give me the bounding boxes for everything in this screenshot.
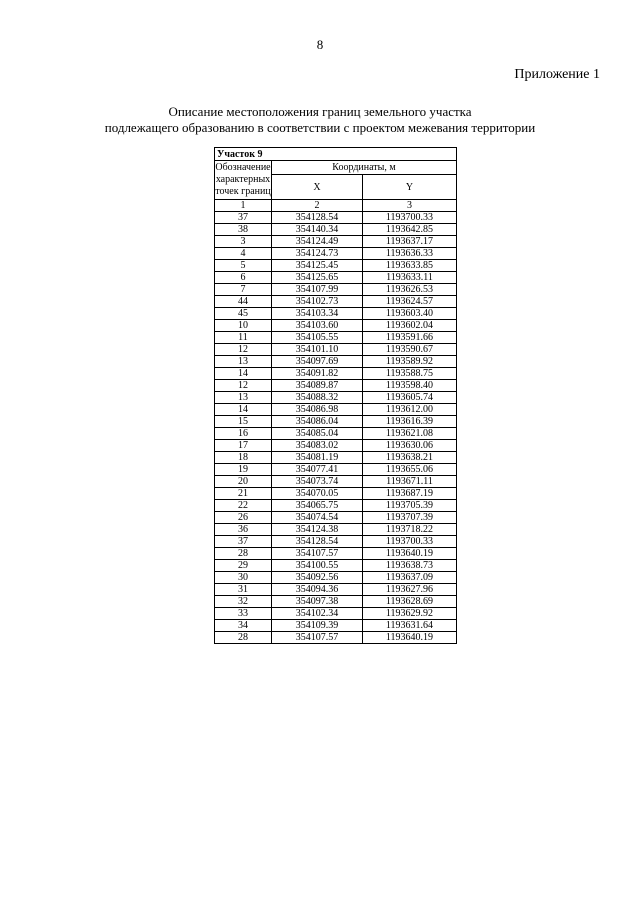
y-coordinate-cell: 1193640.19 (363, 632, 457, 644)
table-row (215, 260, 457, 272)
table-row (215, 512, 457, 524)
x-coordinate-cell: 354070.05 (272, 488, 363, 500)
point-id-cell: 29 (215, 560, 272, 572)
y-coordinate-cell: 1193700.33 (363, 212, 457, 224)
table-row (215, 308, 457, 320)
x-coordinate-cell: 354101.10 (272, 344, 363, 356)
point-id-cell: 4 (215, 248, 272, 260)
x-coordinate-cell: 354086.98 (272, 404, 363, 416)
title-line-1: Описание местоположения границ земельного участка (168, 104, 472, 119)
y-coordinate-cell: 1193616.39 (363, 416, 457, 428)
column-number: 1 (215, 200, 272, 212)
table-row (215, 236, 457, 248)
table-row (215, 380, 457, 392)
y-coordinate-cell: 1193640.19 (363, 548, 457, 560)
table-row (215, 452, 457, 464)
table-row (215, 344, 457, 356)
y-coordinate-cell: 1193628.69 (363, 596, 457, 608)
y-coordinate-cell: 1193638.21 (363, 452, 457, 464)
x-coordinate-cell: 354103.34 (272, 308, 363, 320)
point-id-cell: 44 (215, 296, 272, 308)
table-row (215, 428, 457, 440)
table-row (215, 332, 457, 344)
x-coordinate-cell: 354097.38 (272, 596, 363, 608)
x-coordinate-cell: 354092.56 (272, 572, 363, 584)
point-id-cell: 11 (215, 332, 272, 344)
x-coordinate-cell: 354094.36 (272, 584, 363, 596)
document-title (0, 104, 640, 136)
point-id-cell: 22 (215, 500, 272, 512)
table-row (215, 320, 457, 332)
table-row (215, 368, 457, 380)
point-id-cell: 45 (215, 308, 272, 320)
point-id-cell: 37 (215, 212, 272, 224)
table-row (215, 404, 457, 416)
point-id-cell: 15 (215, 416, 272, 428)
point-id-cell: 28 (215, 632, 272, 644)
table-row (215, 464, 457, 476)
point-id-cell: 13 (215, 392, 272, 404)
table-row (215, 296, 457, 308)
plot-row (215, 148, 457, 161)
x-coordinate-cell: 354083.02 (272, 440, 363, 452)
coordinates-table (214, 147, 457, 644)
y-coordinate-cell: 1193626.53 (363, 284, 457, 296)
x-coordinate-cell: 354081.19 (272, 452, 363, 464)
table-row (215, 248, 457, 260)
point-id-cell: 3 (215, 236, 272, 248)
table-row (215, 416, 457, 428)
y-coordinate-cell: 1193629.92 (363, 608, 457, 620)
y-coordinate-cell: 1193624.57 (363, 296, 457, 308)
y-coordinate-cell: 1193627.96 (363, 584, 457, 596)
point-id-cell: 26 (215, 512, 272, 524)
x-coordinate-cell: 354128.54 (272, 212, 363, 224)
y-coordinate-cell: 1193637.17 (363, 236, 457, 248)
column-number-row (215, 200, 457, 212)
point-id-cell: 5 (215, 260, 272, 272)
column-number: 2 (272, 200, 363, 212)
x-coordinate-cell: 354125.65 (272, 272, 363, 284)
point-id-cell: 18 (215, 452, 272, 464)
point-id-cell: 19 (215, 464, 272, 476)
table-row (215, 500, 457, 512)
y-coordinate-cell: 1193642.85 (363, 224, 457, 236)
x-coordinate-cell: 354097.69 (272, 356, 363, 368)
y-coordinate-cell: 1193588.75 (363, 368, 457, 380)
page-number: 8 (316, 37, 324, 52)
point-id-cell: 30 (215, 572, 272, 584)
y-coordinate-cell: 1193590.67 (363, 344, 457, 356)
x-coordinate-cell: 354109.39 (272, 620, 363, 632)
table-row (215, 560, 457, 572)
x-coordinate-cell: 354125.45 (272, 260, 363, 272)
table-row (215, 632, 457, 644)
header-row-1 (215, 161, 457, 175)
y-coordinate-cell: 1193700.33 (363, 536, 457, 548)
point-id-cell: 31 (215, 584, 272, 596)
x-coordinate-cell: 354124.38 (272, 524, 363, 536)
x-coordinate-cell: 354074.54 (272, 512, 363, 524)
x-coordinate-cell: 354089.87 (272, 380, 363, 392)
table-row (215, 536, 457, 548)
table-row (215, 284, 457, 296)
x-coordinate-cell: 354100.55 (272, 560, 363, 572)
y-coordinate-cell: 1193603.40 (363, 308, 457, 320)
table-row (215, 596, 457, 608)
x-coordinate-cell: 354105.55 (272, 332, 363, 344)
y-coordinate-cell: 1193707.39 (363, 512, 457, 524)
y-coordinate-cell: 1193705.39 (363, 500, 457, 512)
point-id-cell: 16 (215, 428, 272, 440)
y-coordinate-cell: 1193718.22 (363, 524, 457, 536)
table-row (215, 608, 457, 620)
table-row (215, 440, 457, 452)
y-coordinate-cell: 1193589.92 (363, 356, 457, 368)
y-coordinate-cell: 1193638.73 (363, 560, 457, 572)
x-coordinate-cell: 354107.99 (272, 284, 363, 296)
point-id-cell: 14 (215, 368, 272, 380)
x-coordinate-cell: 354103.60 (272, 320, 363, 332)
table-row (215, 572, 457, 584)
x-coordinate-cell: 354088.32 (272, 392, 363, 404)
point-id-cell: 13 (215, 356, 272, 368)
x-coordinate-cell: 354124.73 (272, 248, 363, 260)
column-number: 3 (363, 200, 457, 212)
table-row (215, 224, 457, 236)
y-coordinate-cell: 1193655.06 (363, 464, 457, 476)
x-coordinate-cell: 354102.73 (272, 296, 363, 308)
y-coordinate-cell: 1193631.64 (363, 620, 457, 632)
point-id-cell: 34 (215, 620, 272, 632)
point-id-cell: 12 (215, 344, 272, 356)
point-id-cell: 14 (215, 404, 272, 416)
point-id-cell: 17 (215, 440, 272, 452)
table-row (215, 356, 457, 368)
header-point: Обозначение характерных точек границ (215, 161, 272, 200)
x-coordinate-cell: 354107.57 (272, 548, 363, 560)
x-coordinate-cell: 354077.41 (272, 464, 363, 476)
y-coordinate-cell: 1193605.74 (363, 392, 457, 404)
point-id-cell: 36 (215, 524, 272, 536)
x-coordinate-cell: 354065.75 (272, 500, 363, 512)
point-id-cell: 6 (215, 272, 272, 284)
y-coordinate-cell: 1193637.09 (363, 572, 457, 584)
x-coordinate-cell: 354085.04 (272, 428, 363, 440)
point-id-cell: 20 (215, 476, 272, 488)
header-x: X (272, 175, 363, 200)
point-id-cell: 12 (215, 380, 272, 392)
x-coordinate-cell: 354107.57 (272, 632, 363, 644)
y-coordinate-cell: 1193636.33 (363, 248, 457, 260)
point-id-cell: 33 (215, 608, 272, 620)
point-id-cell: 32 (215, 596, 272, 608)
x-coordinate-cell: 354102.34 (272, 608, 363, 620)
title-line-2: подлежащего образованию в соответствии с проектом межевания территории (104, 120, 536, 135)
y-coordinate-cell: 1193602.04 (363, 320, 457, 332)
header-y: Y (363, 175, 457, 200)
y-coordinate-cell: 1193633.11 (363, 272, 457, 284)
x-coordinate-cell: 354124.49 (272, 236, 363, 248)
table-row (215, 584, 457, 596)
x-coordinate-cell: 354086.04 (272, 416, 363, 428)
x-coordinate-cell: 354140.34 (272, 224, 363, 236)
x-coordinate-cell: 354073.74 (272, 476, 363, 488)
x-coordinate-cell: 354091.82 (272, 368, 363, 380)
y-coordinate-cell: 1193630.06 (363, 440, 457, 452)
point-id-cell: 28 (215, 548, 272, 560)
y-coordinate-cell: 1193671.11 (363, 476, 457, 488)
table-row (215, 272, 457, 284)
point-id-cell: 38 (215, 224, 272, 236)
appendix-label: Приложение 1 (514, 67, 600, 82)
point-id-cell: 7 (215, 284, 272, 296)
table-row (215, 392, 457, 404)
table-row (215, 548, 457, 560)
y-coordinate-cell: 1193621.08 (363, 428, 457, 440)
y-coordinate-cell: 1193612.00 (363, 404, 457, 416)
table-row (215, 620, 457, 632)
point-id-cell: 21 (215, 488, 272, 500)
y-coordinate-cell: 1193687.19 (363, 488, 457, 500)
plot-label: Участок 9 (215, 148, 457, 161)
y-coordinate-cell: 1193598.40 (363, 380, 457, 392)
point-id-cell: 37 (215, 536, 272, 548)
x-coordinate-cell: 354128.54 (272, 536, 363, 548)
table-row (215, 524, 457, 536)
header-coords: Координаты, м (272, 161, 457, 175)
y-coordinate-cell: 1193633.85 (363, 260, 457, 272)
table-row (215, 212, 457, 224)
y-coordinate-cell: 1193591.66 (363, 332, 457, 344)
table-row (215, 488, 457, 500)
point-id-cell: 10 (215, 320, 272, 332)
table-row (215, 476, 457, 488)
